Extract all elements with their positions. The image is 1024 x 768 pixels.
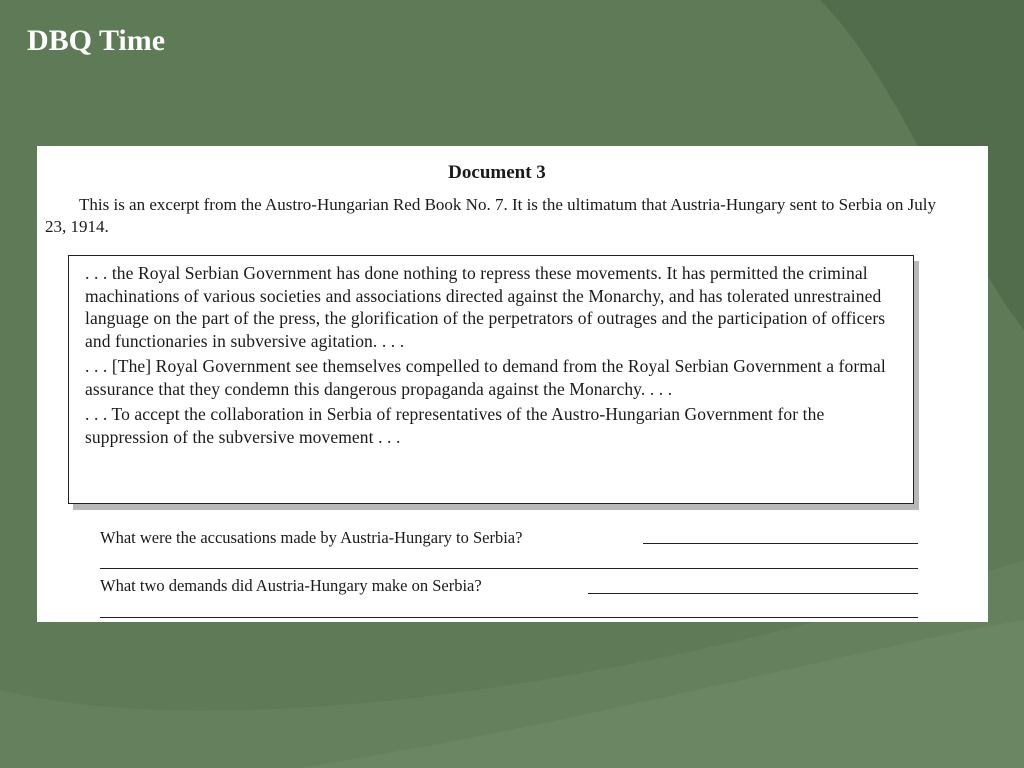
slide-title: DBQ Time	[27, 24, 166, 57]
excerpt-paragraph: . . . the Royal Serbian Government has done nothing to repress these movements. It has permitted the criminal machinations of various societies and associations directed against the Monarchy, and has tolerated unrestrained language on the part of the press, the glorification of the perpetrators of outrages and the participation of officers and functionaries in subversive agitation. . . .	[85, 263, 886, 351]
document-heading: Document 3	[448, 162, 546, 183]
question-accusations: What were the accusations made by Austria-Hungary to Serbia?	[100, 528, 523, 547]
excerpt-paragraph: . . . To accept the collaboration in Serbia of representatives of the Austro-Hungarian Government for the suppression of the subversive movement . . .	[85, 404, 825, 447]
document-intro: This is an excerpt from the Austro-Hungarian Red Book No. 7. It is the ultimatum that Austria-Hungary sent to Serbia on July 23, 1914.	[45, 195, 936, 236]
excerpt-box	[68, 255, 914, 504]
question-demands: What two demands did Austria-Hungary make on Serbia?	[100, 576, 482, 595]
answer-line	[643, 543, 918, 544]
excerpt-paragraph: . . . [The] Royal Government see themselves compelled to demand from the Royal Serbian Government a formal assurance that they condemn this dangerous propaganda against the Monarchy. . . .	[85, 356, 886, 399]
answer-line	[100, 568, 918, 569]
answer-line	[588, 593, 918, 594]
answer-line	[100, 617, 918, 618]
document-image	[37, 146, 988, 622]
